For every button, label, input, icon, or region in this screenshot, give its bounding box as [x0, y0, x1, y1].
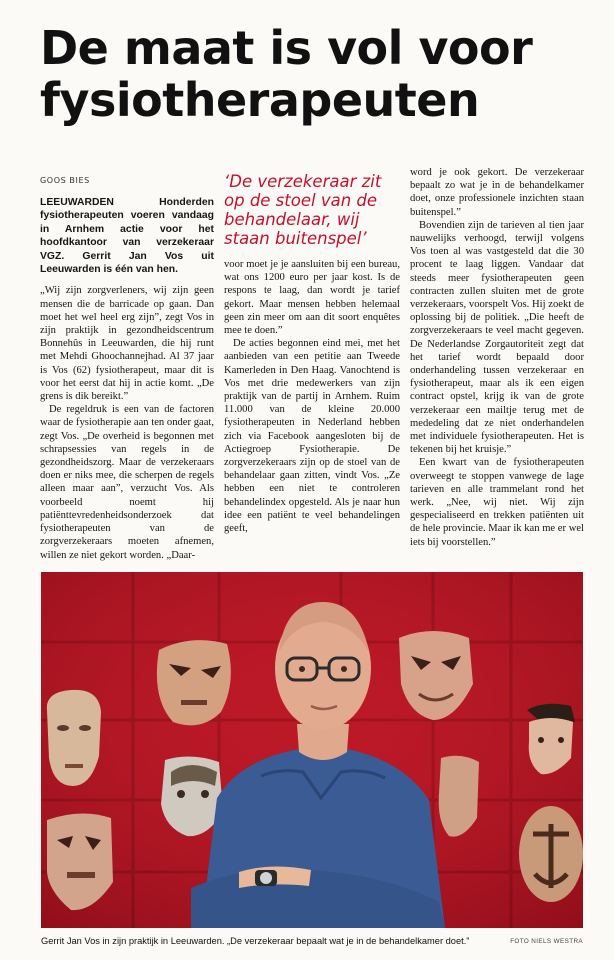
mask-upper-left [157, 640, 231, 725]
photo-illustration [41, 572, 583, 928]
pull-quote: ‘De verzekeraar zit op de stoel van de behandelaar, wij staan buitenspel’ [224, 172, 382, 248]
column-3 [410, 166, 584, 549]
mask-left-top [47, 690, 101, 786]
lead-paragraph [40, 196, 214, 276]
lead-text: Honderden fysiotherapeuten voeren vandaag in Arnhem actie voor het hoofdkantoor van verzekeraar VGZ. Gerrit Jan Vos uit Leeuwarden is één van hen. [40, 197, 214, 276]
photo-caption: Gerrit Jan Vos in zijn praktijk in Leeuwarden. „De verzekeraar bepaalt wat je in de behandelkamer doet.” [41, 936, 470, 946]
dateline: LEEUWARDEN [40, 197, 114, 208]
photo-credit: FOTO NIELS WESTRA [510, 938, 583, 945]
column-1 [40, 196, 214, 562]
headline: De maat is vol voor fysiotherapeuten [40, 21, 533, 127]
body-paragraph: De regeldruk is een van de factoren waar de fysiotherapie aan ten onder gaat, zegt Vos. „De overheid is begonnen met schrapsessies van regels in de gezondheidszorg. Maar de verzekeraars doen er niks mee, die scherpen de regels alleen maar aan”, verzucht Vos. Als voorbeeld noemt hij patiënttevredenheidsonderzoek dat fysiotherapeuten van de zorgverzekeraars moeten afnemen, willen ze niet gekort worden. „Daar- [40, 404, 214, 561]
column-2 [224, 258, 400, 535]
mask-lower-left-2 [161, 756, 223, 836]
body-paragraph: Bovendien zijn de tarieven al tien jaar nauwelijks verhoogd, terwijl volgens Vos toen al was vastgesteld dat die 30 procent te laag liggen. Vandaar dat steeds meer fysiotherapeuten geen contracten zullen sluiten met de grote verzekeraars, voorspelt Vos. Hij zoekt de oplossing bij de politiek. „Die heeft de zorgverzekeraars te veel macht gegeven. De Nederlandse Zorgautoriteit zegt dat het tarief wordt bepaald door onderhandeling tussen verzekeraar en fysiotherapeut, maar als ik een eigen contract opstel, krijg ik van de grote verzekeraar een mailtje terug met de mededeling dat ze niet onderhandelen met individuele fysiotherapeuten. Het is tekenen bij het kruisje.” [410, 219, 584, 456]
byline: GOOS BIES [40, 176, 90, 185]
mask-right-lower [519, 806, 583, 902]
article-photo [41, 572, 583, 928]
body-paragraph: De acties begonnen eind mei, met het aanbieden van een petitie aan Tweede Kamerleden in Den Haag. Vanochtend is Vos met drie medewerkers van zijn praktijk van de partij in Arnhem. Ruim 11.000 van de kleine 20.000 fysiotherapeuten in Nederland hebben zich via Facebook aangesloten bij de Actiegroep Fysiotherapie. De zorgverzekeraars zijn op de stoel van de behandelaar gaan zitten, vindt Vos. „Ze hebben een niet te controleren behandelindex opgesteld. Als je naar hun idee een patiënt te veel behandelingen geeft, [224, 338, 400, 535]
body-paragraph: word je ook gekort. De verzekeraar bepaalt zo wat je in de behandelkamer doet, onze professionele inzichten staan buitenspel.” [410, 167, 584, 218]
body-paragraph: voor moet je je aansluiten bij een bureau, wat ons 1200 euro per jaar kost. Is de respons te laag, dan wordt je tarief gekort. Maar mensen hebben helemaal geen zin meer om aan dit soort enquêtes mee te doen.” [224, 259, 400, 337]
body-paragraph: Een kwart van de fysiotherapeuten overweegt te stoppen vanwege de lage tarieven en alle trammelant rond het werk. „Nee, wij niet. Wij zijn gespecialiseerd en trekken patiënten uit de hele provincie. Maar ik kan me er wel iets bij voorstellen.” [410, 457, 584, 548]
body-paragraph: „Wij zijn zorgverleners, wij zijn geen mensen die de barricade op gaan. Dan moet het wel heel erg zijn”, zegt Vos in zijn praktijk in gezondheidscentrum Bonnehûs in Leeuwarden, die hij runt met Mehdi Ghoochannejhad. Al 37 jaar is Vos (62) fysiotherapeut, maar dit is voor het eerst dat hij in actie komt. „De grens is dik bereikt.” [40, 285, 214, 403]
